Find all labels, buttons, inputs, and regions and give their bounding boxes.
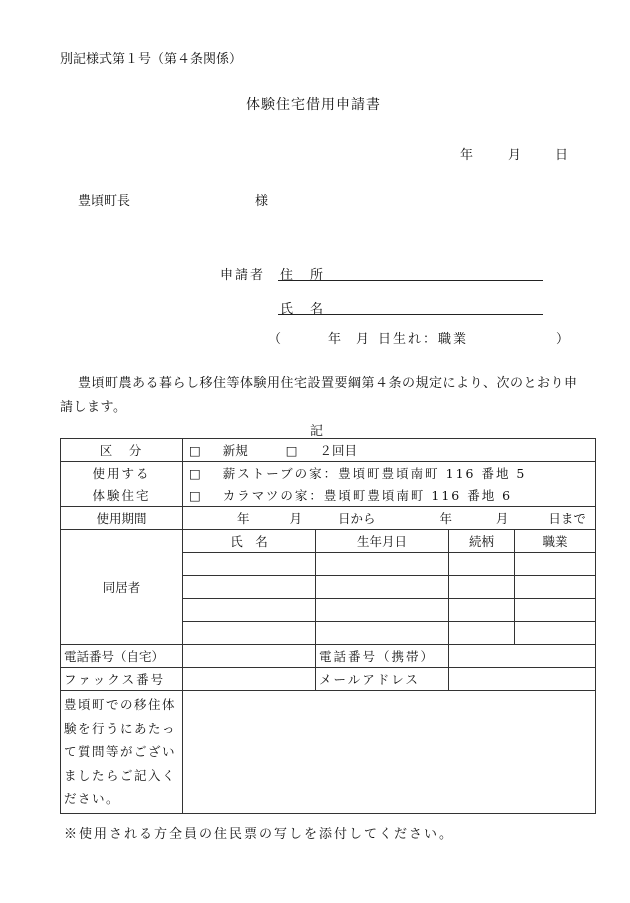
checkbox-larch-house[interactable]: □ xyxy=(189,488,201,503)
period-from-year: 年 xyxy=(236,511,250,526)
option-new: 新規 xyxy=(222,443,248,458)
option-larch-house: カラマツの家：豊頃町豊頃南町 116 番地 6 xyxy=(222,488,513,503)
birth-open-paren: （ xyxy=(268,332,282,347)
row-fax xyxy=(61,668,596,691)
checkbox-new[interactable]: □ xyxy=(189,443,201,458)
period-from-day: 日から xyxy=(337,511,376,526)
home-phone-field[interactable] xyxy=(183,645,316,668)
period-from-month: 月 xyxy=(289,511,302,526)
cohabitant-birthdate-cell[interactable] xyxy=(316,576,449,599)
email-label: メールアドレス xyxy=(316,668,449,691)
birth-year: 年 xyxy=(328,332,342,347)
row-house-2 xyxy=(61,484,596,507)
cohabitants-label: 同居者 xyxy=(61,530,183,645)
cohabitant-name-cell[interactable] xyxy=(183,576,316,599)
row-question xyxy=(61,691,596,814)
cohabitant-name-cell[interactable] xyxy=(183,599,316,622)
cohabitant-relation-cell[interactable] xyxy=(449,576,515,599)
ki-heading: 記 xyxy=(310,424,324,439)
cohabitant-birthdate-cell[interactable] xyxy=(316,553,449,576)
date-month: 月 xyxy=(508,148,522,163)
col-header-occupation: 職業 xyxy=(515,530,596,553)
fax-field[interactable] xyxy=(183,668,316,691)
checkbox-wood-stove-house[interactable]: □ xyxy=(189,466,201,481)
mobile-phone-label: 電話番号（携帯） xyxy=(316,645,449,668)
house-option-1 xyxy=(183,462,596,485)
home-phone-label: 電話番号（自宅） xyxy=(61,645,183,668)
fax-label: ファックス番号 xyxy=(61,668,183,691)
cohabitant-birthdate-cell[interactable] xyxy=(316,622,449,645)
cohabitant-name-cell[interactable] xyxy=(183,553,316,576)
col-header-relation: 続柄 xyxy=(449,530,515,553)
period-to-year: 年 xyxy=(439,511,452,526)
house-label-1: 使用する xyxy=(61,462,183,485)
application-statement: 豊頃町農ある暮らし移住等体験用住宅設置要綱第４条の規定により、次のとおり申請します。 xyxy=(60,376,578,415)
question-field[interactable] xyxy=(183,691,596,814)
col-header-name: 氏 名 xyxy=(183,530,316,553)
applicant-label: 申請者 xyxy=(220,268,266,283)
period-label: 使用期間 xyxy=(61,507,183,530)
name-label: 氏 名 xyxy=(280,302,326,317)
document-title: 体験住宅借用申請書 xyxy=(246,97,381,113)
cohabitant-occupation-cell[interactable] xyxy=(515,599,596,622)
addressee: 豊頃町長 xyxy=(78,194,131,209)
option-second: ２回目 xyxy=(319,443,358,458)
kubun-label: 区 分 xyxy=(61,439,183,462)
cohabitants-header-row xyxy=(61,530,596,553)
birth-close-paren: ） xyxy=(556,332,570,347)
row-phone xyxy=(61,645,596,668)
house-option-2 xyxy=(183,484,596,507)
cohabitant-relation-cell[interactable] xyxy=(449,622,515,645)
row-period xyxy=(61,507,596,530)
cohabitant-relation-cell[interactable] xyxy=(449,553,515,576)
cohabitant-occupation-cell[interactable] xyxy=(515,576,596,599)
cohabitant-name-cell[interactable] xyxy=(183,622,316,645)
row-kubun xyxy=(61,439,596,462)
col-header-birthdate: 生年月日 xyxy=(316,530,449,553)
cohabitant-occupation-cell[interactable] xyxy=(515,622,596,645)
honorific: 様 xyxy=(255,194,269,209)
address-field[interactable] xyxy=(278,280,543,281)
period-field[interactable] xyxy=(183,507,596,530)
cohabitant-occupation-cell[interactable] xyxy=(515,553,596,576)
mobile-phone-field[interactable] xyxy=(449,645,596,668)
birth-month: 月 xyxy=(356,332,370,347)
date-day: 日 xyxy=(555,148,569,163)
period-to-day: 日まで xyxy=(548,511,586,526)
date-year: 年 xyxy=(460,148,474,163)
application-table xyxy=(60,438,596,814)
cohabitant-birthdate-cell[interactable] xyxy=(316,599,449,622)
row-house-1 xyxy=(61,462,596,485)
address-label: 住 所 xyxy=(280,268,326,283)
question-label: 豊頃町での移住体験を行うにあたって質問等がございましたらご記入ください。 xyxy=(61,691,183,814)
birth-day-occupation: 日生れ：職業 xyxy=(378,332,469,347)
cohabitant-relation-cell[interactable] xyxy=(449,599,515,622)
period-to-month: 月 xyxy=(495,511,509,526)
footnote: ※使用される方全員の住民票の写しを添付してください。 xyxy=(64,827,455,842)
email-field[interactable] xyxy=(449,668,596,691)
house-label-2: 体験住宅 xyxy=(61,484,183,507)
kubun-options xyxy=(183,439,596,462)
form-number: 別記様式第１号（第４条関係） xyxy=(60,52,243,67)
option-wood-stove-house: 薪ストーブの家：豊頃町豊頃南町 116 番地 5 xyxy=(222,466,527,481)
checkbox-second[interactable]: □ xyxy=(285,443,298,458)
name-field[interactable] xyxy=(278,314,543,315)
